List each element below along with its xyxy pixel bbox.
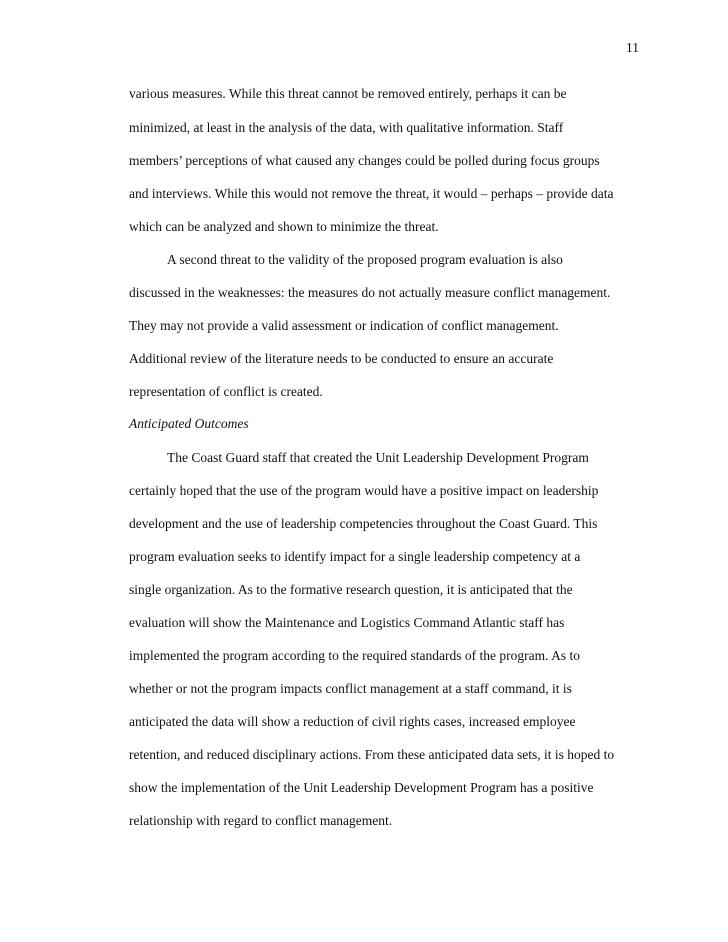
body-line: representation of conflict is created. bbox=[129, 384, 323, 399]
body-line: They may not provide a valid assessment or indication of conflict management. bbox=[129, 318, 559, 333]
section-heading: Anticipated Outcomes bbox=[129, 416, 249, 431]
body-line: single organization. As to the formative research question, it is anticipated that the bbox=[129, 582, 573, 597]
page-number: 11 bbox=[626, 40, 639, 55]
body-line: discussed in the weaknesses: the measures do not actually measure conflict management. bbox=[129, 285, 611, 300]
body-line: relationship with regard to conflict management. bbox=[129, 813, 393, 828]
body-line: Additional review of the literature needs to be conducted to ensure an accurate bbox=[129, 351, 554, 366]
body-line: various measures. While this threat cannot be removed entirely, perhaps it can be bbox=[129, 86, 567, 101]
body-line: show the implementation of the Unit Leadership Development Program has a positive bbox=[129, 780, 594, 795]
body-line: anticipated the data will show a reduction of civil rights cases, increased employee bbox=[129, 714, 576, 729]
body-line: minimized, at least in the analysis of the data, with qualitative information. Staff bbox=[129, 120, 564, 135]
body-line: and interviews. While this would not remove the threat, it would – perhaps – provide data bbox=[129, 186, 614, 201]
body-line: which can be analyzed and shown to minimize the threat. bbox=[129, 219, 439, 234]
paragraph-first-line: A second threat to the validity of the proposed program evaluation is also bbox=[167, 252, 563, 267]
body-line: members’ perceptions of what caused any changes could be polled during focus groups bbox=[129, 153, 600, 168]
body-line: program evaluation seeks to identify impact for a single leadership competency at a bbox=[129, 549, 581, 564]
body-line: evaluation will show the Maintenance and Logistics Command Atlantic staff has bbox=[129, 615, 565, 630]
body-line: retention, and reduced disciplinary actions. From these anticipated data sets, it is hoped to bbox=[129, 747, 615, 762]
paragraph-first-line: The Coast Guard staff that created the Unit Leadership Development Program bbox=[167, 450, 589, 465]
body-line: whether or not the program impacts conflict management at a staff command, it is bbox=[129, 681, 572, 696]
body-line: certainly hoped that the use of the program would have a positive impact on leadership bbox=[129, 483, 599, 498]
body-line: implemented the program according to the required standards of the program. As to bbox=[129, 648, 580, 663]
body-line: development and the use of leadership competencies throughout the Coast Guard. This bbox=[129, 516, 598, 531]
